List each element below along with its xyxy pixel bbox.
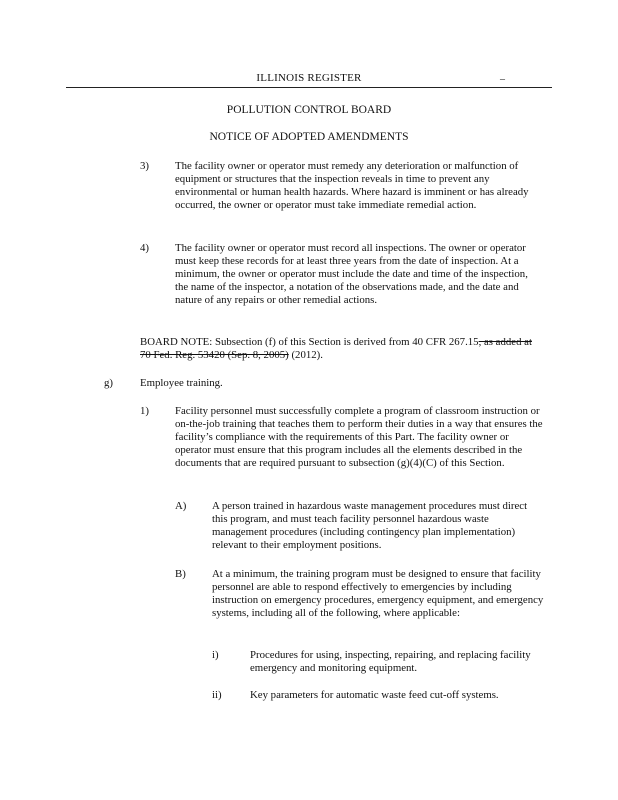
item-gA-label: A) xyxy=(175,500,187,512)
item-gii-label: ii) xyxy=(212,689,222,701)
board-note-suffix: (2012). xyxy=(288,349,323,361)
board-note-struck: , as added at 70 Fed. Reg. 53420 (Sep. 8, 2005) xyxy=(140,336,532,361)
item-gA-text: A person trained in hazardous waste management procedures must direct this program, and must teach facility personnel hazardous waste management procedures (including contingency plan implementation) relevant to their employment positions. xyxy=(212,500,528,551)
item-g1-label: 1) xyxy=(140,405,149,417)
item-g1-text: Facility personnel must successfully complete a program of classroom instruction or on-the-job training that teaches them to perform their duties in a way that ensures the facility’s compliance with the requirements of this Part. The facility owner or operator must ensure that this program includes all the elements described in the documents that are required pursuant to subsection (g)(4)(C) of this Section. xyxy=(175,405,543,469)
item-gB-text: At a minimum, the training program must be designed to ensure that facility personnel are able to respond effectively to emergencies by including instruction on emergency procedures, emergency equipment, and emergency systems, including all of the following, where applicable: xyxy=(212,568,544,619)
item-3-text: The facility owner or operator must remedy any deterioration or malfunction of equipment or structures that the inspection reveals in time to prevent any environmental or human health hazards. Where hazard is imminent or has already occurred, the owner or operator must take immediate remedial action. xyxy=(175,160,529,211)
item-gi-text: Procedures for using, inspecting, repairing, and replacing facility emergency and monitoring equipment. xyxy=(250,649,531,674)
header-rule xyxy=(66,87,552,88)
item-gB-label: B) xyxy=(175,568,186,580)
item-4-label: 4) xyxy=(140,242,149,254)
item-gii-text: Key parameters for automatic waste feed cut-off systems. xyxy=(250,689,499,701)
board-note-text: BOARD NOTE: Subsection (f) of this Section is derived from 40 CFR 267.15 xyxy=(140,336,479,348)
board-title: POLLUTION CONTROL BOARD xyxy=(226,104,392,116)
item-g-text: Employee training. xyxy=(140,377,223,389)
page-mark: – xyxy=(500,74,505,85)
board-note xyxy=(140,336,544,362)
notice-title: NOTICE OF ADOPTED AMENDMENTS xyxy=(209,131,409,143)
item-gi-label: i) xyxy=(212,649,219,661)
item-4-text: The facility owner or operator must record all inspections. The owner or operator must keep these records for at least three years from the date of inspection. At a minimum, the owner or operator must include the date and time of the inspection, the name of the inspector, a notation of the observations made, and the date and nature of any repairs or other remedial actions. xyxy=(175,242,528,306)
item-g-label: g) xyxy=(104,377,113,389)
register-title: ILLINOIS REGISTER xyxy=(256,72,362,84)
item-3-label: 3) xyxy=(140,160,149,172)
